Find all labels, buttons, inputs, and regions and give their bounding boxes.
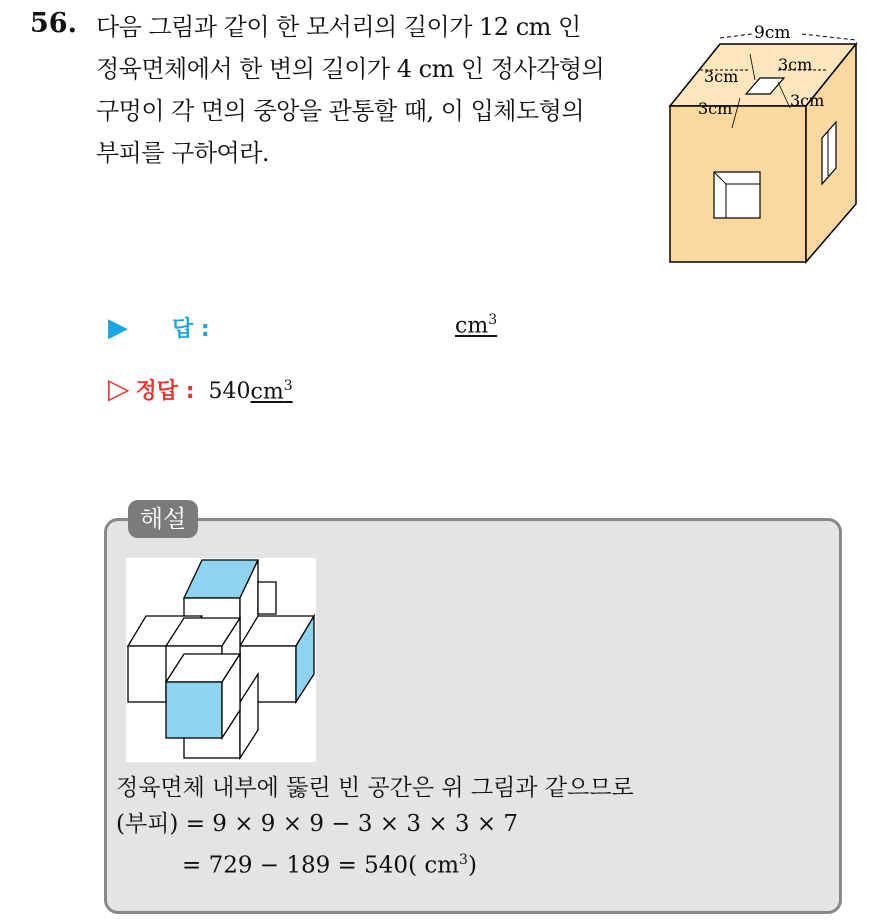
answer-label: 답 : bbox=[172, 317, 210, 342]
answer-unit: $cm^3$ bbox=[455, 312, 498, 339]
answer-row bbox=[108, 312, 210, 343]
question-number: 56. bbox=[30, 8, 77, 39]
dim-left-lower: 3cm bbox=[698, 99, 733, 118]
correct-label: 정답 : bbox=[135, 379, 195, 404]
dim-top: 9cm bbox=[754, 23, 791, 43]
question-line: 다음 그림과 같이 한 모서리의 길이가 12 cm 인 bbox=[96, 13, 581, 41]
cross-figure bbox=[126, 558, 316, 762]
dim-left-upper: 3cm bbox=[704, 67, 739, 86]
explanation-line-2: (부피) = 9 × 9 × 9 − 3 × 3 × 3 × 7 bbox=[116, 811, 519, 837]
question-line: 정육면체에서 한 변의 길이가 4 cm 인 정사각형의 bbox=[96, 55, 605, 83]
explanation-text bbox=[116, 770, 634, 884]
correct-answer-row bbox=[108, 372, 293, 405]
question-line: 구멍이 각 면의 중앙을 관통할 때, 이 입체도형의 bbox=[96, 97, 585, 125]
explanation-line-1: 정육면체 내부에 뚫린 빈 공간은 위 그림과 같으므로 bbox=[116, 775, 634, 801]
explanation-line-3: = 729 − 189 = 540( $cm^3$) bbox=[182, 852, 477, 879]
explanation-tag: 해설 bbox=[128, 500, 198, 538]
dim-right-upper: 3cm bbox=[778, 55, 813, 74]
correct-unit: $cm^3$ bbox=[250, 377, 293, 404]
cube-figure bbox=[660, 18, 860, 268]
correct-value: 540 bbox=[208, 379, 251, 404]
dim-right-lower: 3cm bbox=[790, 91, 825, 110]
question-text bbox=[96, 6, 651, 174]
question-line: 부피를 구하여라. bbox=[96, 139, 270, 167]
filled-arrow-icon: ▶ bbox=[108, 313, 128, 343]
open-arrow-icon: ▷ bbox=[108, 372, 130, 405]
